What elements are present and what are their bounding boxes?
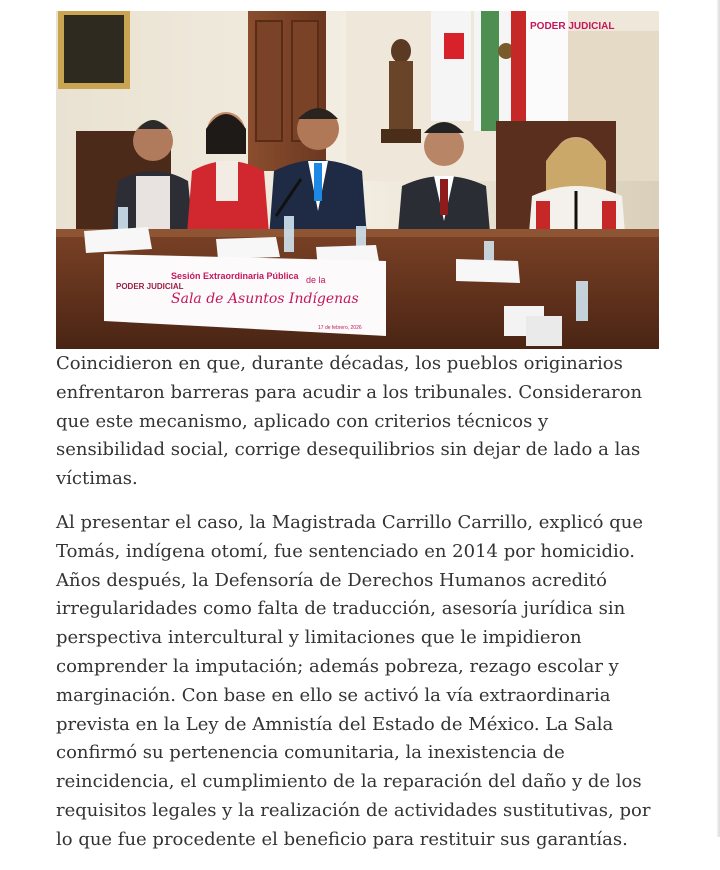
article-paragraph: Coincidieron en que, durante décadas, los pueblos originarios enfrentaron barreras para acudir a los tribunales. Consideraron que este mecanismo, aplicado con criterios técnicos y sensibilidad social, corrige desequilibrios sin dejar de lado a las víctimas.	[56, 353, 643, 490]
banner-title-suffix: de la	[306, 275, 326, 285]
banner-title-line2: Sala de Asuntos Indígenas	[171, 291, 359, 307]
banner-date: 17 de febrero, 2026	[318, 325, 362, 331]
banner-org: PODER JUDICIAL	[116, 282, 184, 291]
article-paragraph: Al presentar el caso, la Magistrada Carrillo Carrillo, explicó que Tomás, indígena otomí, fue sentenciado en 2014 por homicidio. Años después, la Defensoría de Derechos Humanos acreditó irregularidades como falta de traducción, asesoría jurídica sin perspectiva intercultural y limitaciones que le impidieron comprender la imputación; además pobreza, rezago escolar y marginación. Con base en ello se activó la vía extraordinaria prevista en la Ley de Amnistía del Estado de México. La Sala confirmó su pertenencia comunitaria, la inexistencia de reincidencia, el cumplimiento de la reparación del daño y de los requisitos legales y la realización de actividades sustitutivas, por lo que fue procedente el beneficio para restituir sus garantías.	[56, 511, 651, 850]
flag-banner-text: PODER JUDICIAL	[530, 21, 615, 32]
press-conference-photo	[56, 11, 659, 349]
article-photo	[56, 11, 659, 349]
banner-title-line1: Sesión Extraordinaria Pública	[171, 271, 299, 281]
article-body	[56, 350, 662, 870]
